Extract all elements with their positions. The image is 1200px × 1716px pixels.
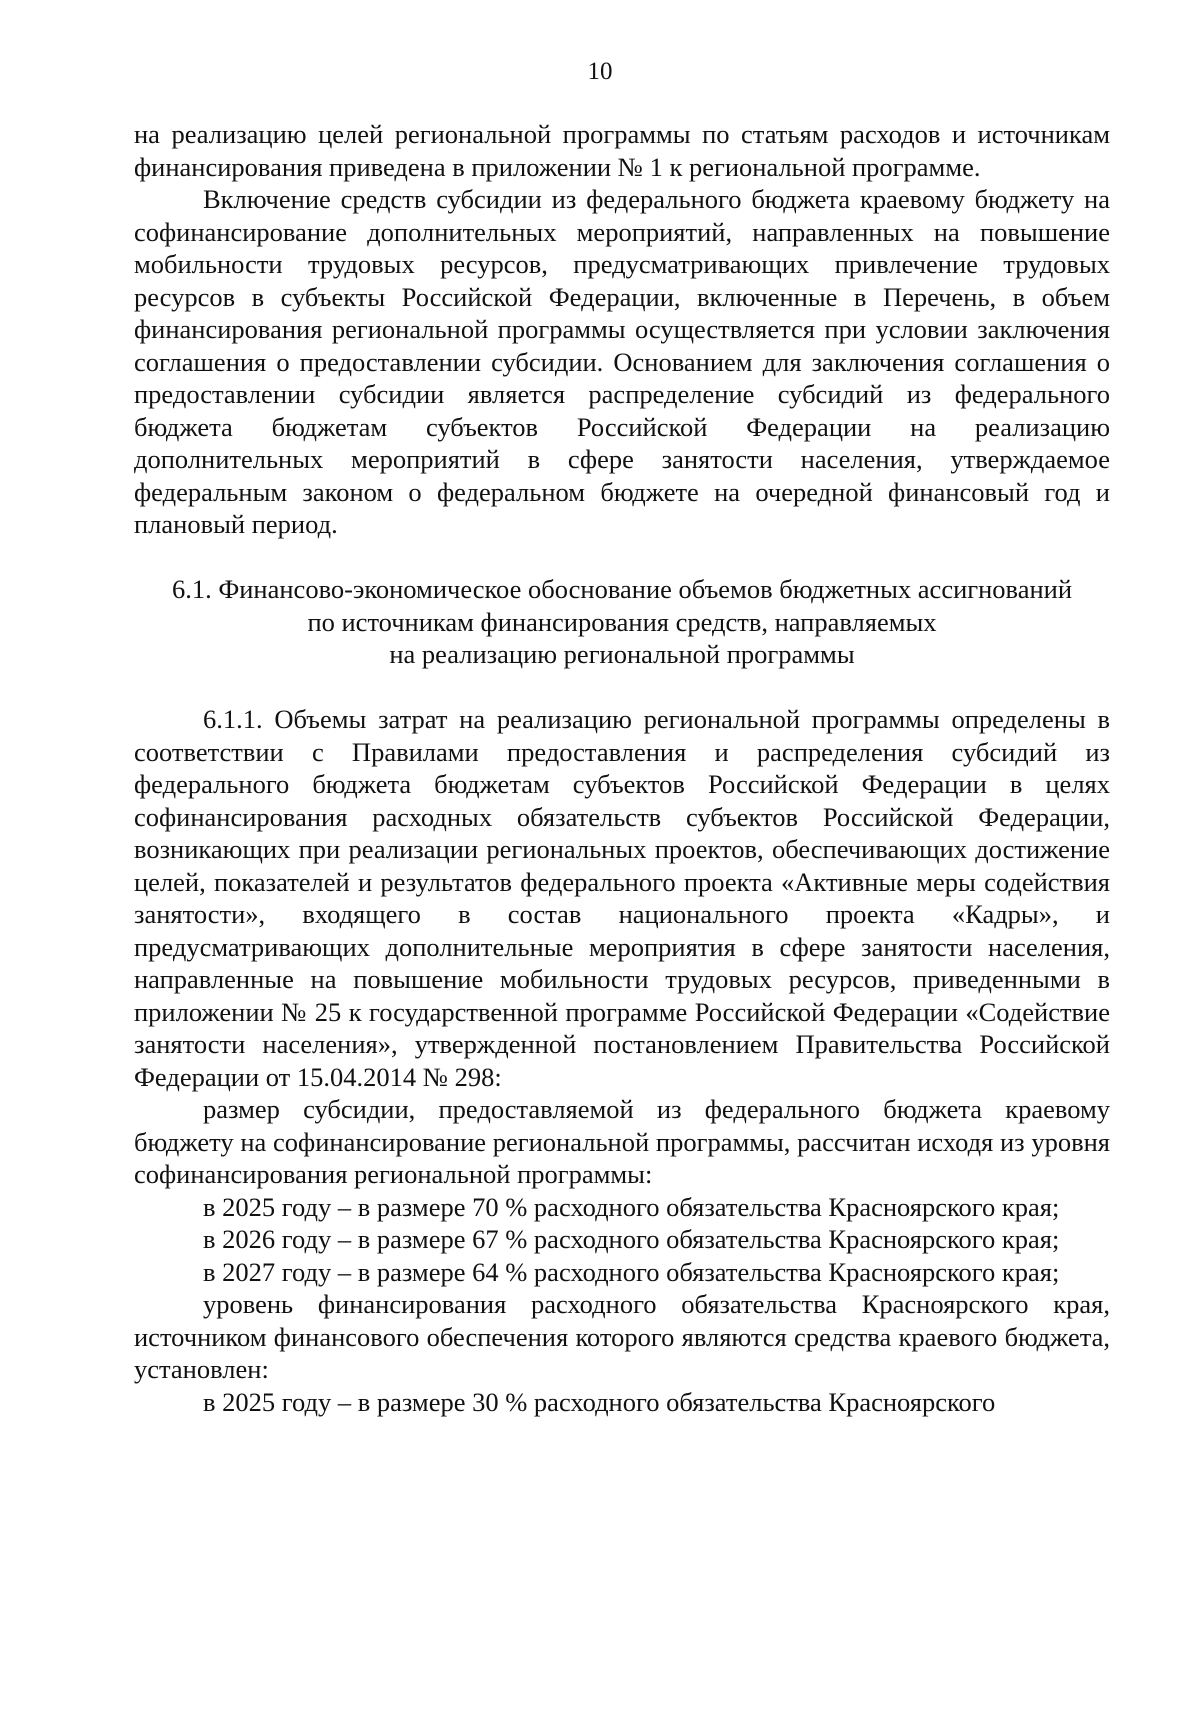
paragraph: 6.1.1. Объемы затрат на реализацию региональной программы определены в соответствии с Правилами предоставления и распределения субсидий из федерального бюджета бюджетам субъектов Российской Федерации в целях софинансирования расходных обязательств субъектов Российской Федерации, возникающих при реализации региональных проектов, обеспечивающих достижение целей, показателей и результатов федерального проекта «Активные меры содействия занятости», входящего в состав национального проекта «Кадры», и предусматривающих дополнительные мероприятия в сфере занятости населения, направленные на повышение мобильности трудовых ресурсов, приведенными в приложении № 25 к государственной программе Российской Федерации «Содействие занятости населения», утвержденной постановлением Правительства Российской Федерации от 15.04.2014 № 298: (134, 704, 1110, 1092)
list-item: в 2025 году – в размере 70 % расходного обязательства Красноярского края; (203, 1191, 1060, 1222)
section-heading-line: по источникам финансирования средств, направляемых (307, 606, 937, 637)
spacer (134, 541, 1110, 574)
section-heading (134, 573, 1110, 671)
spacer (134, 671, 1110, 704)
list-item: в 2027 году – в размере 64 % расходного обязательства Красноярского края; (203, 1256, 1060, 1287)
paragraph: уровень финансирования расходного обязательства Красноярского края, источником финансового обеспечения которого являются средства краевого бюджета, установлен: (134, 1289, 1110, 1384)
paragraph: на реализацию целей региональной программы по статьям расходов и источникам финансирования приведена в приложении № 1 к региональной программе. (134, 119, 1110, 182)
list-item: в 2025 году – в размере 30 % расходного обязательства Красноярского (203, 1386, 996, 1417)
section-heading-line: 6.1. Финансово-экономическое обоснование объемов бюджетных ассигнований (171, 574, 1073, 604)
document-body (134, 118, 1110, 1418)
section-heading-line: на реализацию региональной программы (389, 639, 855, 669)
paragraph: размер субсидии, предоставляемой из федерального бюджета краевому бюджету на софинансирование региональной программы, рассчитан исходя из уровня софинансирования региональной программы: (134, 1094, 1110, 1189)
list-item: в 2026 году – в размере 67 % расходного обязательства Красноярского края; (203, 1224, 1060, 1254)
page-number: 10 (587, 58, 613, 85)
paragraph: Включение средств субсидии из федерального бюджета краевому бюджету на софинансирование дополнительных мероприятий, направленных на повышение мобильности трудовых ресурсов, предусматривающих привлечение трудовых ресурсов в субъекты Российской Федерации, включенные в Перечень, в объем финансирования региональной программы осуществляется при условии заключения соглашения о предоставлении субсидии. Основанием для заключения соглашения о предоставлении субсидии является распределение субсидий из федерального бюджета бюджетам субъектов Российской Федерации на реализацию дополнительных мероприятий в сфере занятости населения, утверждаемое федеральным законом о федеральном бюджете на очередной финансовый год и плановый период. (134, 184, 1110, 539)
